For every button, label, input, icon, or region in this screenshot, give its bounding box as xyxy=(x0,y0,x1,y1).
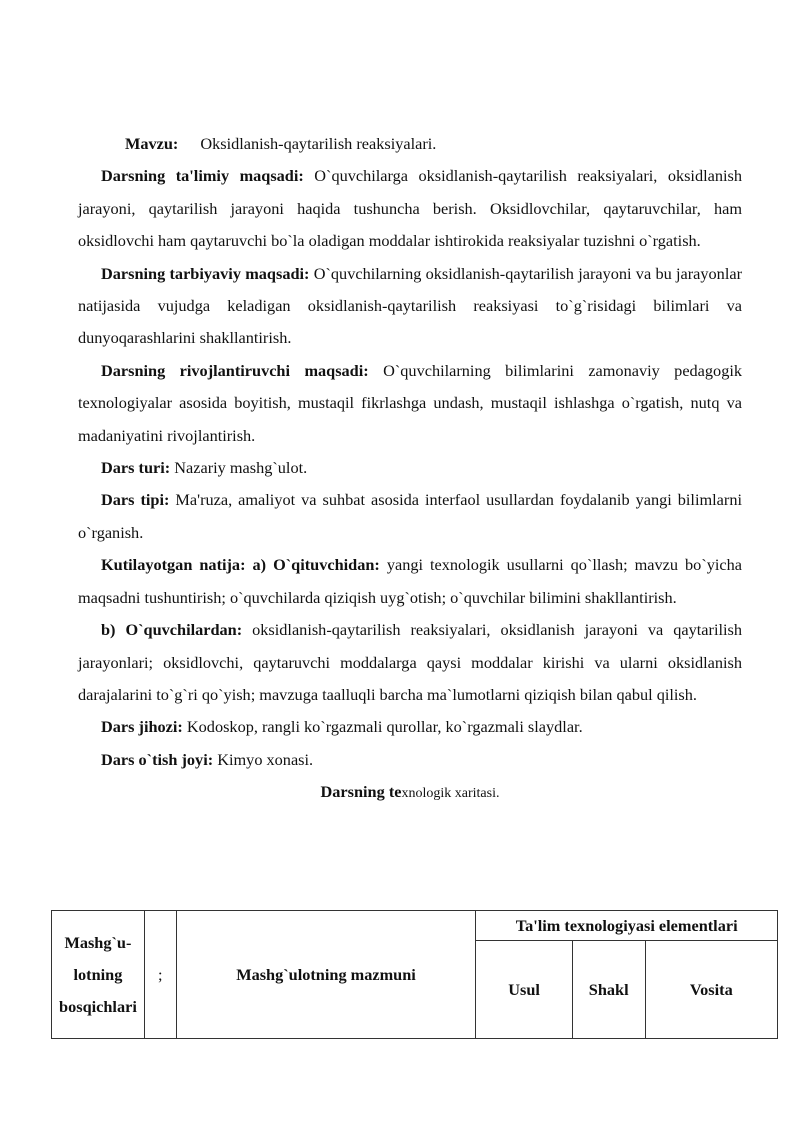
paragraph-text: oksidlanish-qaytarilish reaksiyalari, oksidlanish jarayoni va qaytarilish jarayonlari; oksidlovchi, qaytaruvchi moddalarga qaysi moddalar kirishi va ularni oksidlanish darajalarini to`g`ri qo`yish; mavzuga taalluqli barcha ma`lumotlarni qiziqish bilan qabul qilish. xyxy=(78,620,742,704)
technology-map-table xyxy=(51,910,778,1039)
paragraph-dars-otish-joyi xyxy=(78,744,742,776)
header-elements-group: Ta'lim texnologiyasi elementlari xyxy=(476,911,778,941)
paragraph-text: Nazariy mashg`ulot. xyxy=(170,458,308,478)
paragraph-text: O`quvchilarga oksidlanish-qaytarilish reaksiyalari, oksidlanish jarayoni, qaytarilish jarayoni haqida tushuncha berish. Oksidlovchilar, qaytaruvchilar, ham oksidlovchi ham qaytaruvchi bo`la oladigan moddalar ishtirokida reaksiyalar tuzishni o`rgatish. xyxy=(78,166,742,251)
header-number: ; xyxy=(144,911,176,1039)
paragraph-text: yangi texnologik usullarni qo`llash; mavzu bo`yicha maqsadni tushuntirish; o`quvchilarda qiziqish uyg`otish; o`quvchilar bilimini shakllantirish. xyxy=(78,555,743,607)
paragraph-label: Dars turi: xyxy=(101,458,171,478)
topic-line xyxy=(78,128,742,160)
paragraph-label: Dars tipi: xyxy=(101,490,170,510)
paragraph-tarbiyaviy-maqsad xyxy=(78,258,742,355)
paragraph-dars-tipi xyxy=(78,484,742,549)
paragraph-label: Dars jihozi: xyxy=(101,717,183,737)
paragraph-oquvchilardan xyxy=(78,614,742,711)
paragraph-label: Kutilayotgan natija: a) O`qituvchidan: xyxy=(101,555,380,575)
paragraph-label: b) O`quvchilardan: xyxy=(101,620,243,640)
header-stages: Mashg`u-lotning bosqichlari xyxy=(52,911,145,1039)
topic-label: Mavzu: xyxy=(125,134,179,153)
paragraph-text: O`quvchilarning bilimlarini zamonaviy pedagogik texnologiyalar asosida boyitish, mustaqil fikrlashga undash, mustaqil ishlashga o`rgatish, nutq va madaniyatini rivojlantirish. xyxy=(78,360,742,445)
paragraph-talimiy-maqsad xyxy=(78,160,742,257)
header-usul: Usul xyxy=(476,941,573,1039)
paragraph-dars-jihozi xyxy=(78,711,742,743)
table-caption xyxy=(78,776,742,810)
caption-bold: Darsning te xyxy=(320,782,402,802)
paragraph-label: Darsning rivojlantiruvchi maqsadi: xyxy=(101,360,369,380)
paragraph-label: Darsning ta'limiy maqsadi: xyxy=(101,166,304,186)
caption-rest: xnologik xaritasi. xyxy=(401,786,500,802)
document-body xyxy=(78,128,742,811)
header-shakl: Shakl xyxy=(572,941,645,1039)
header-vosita: Vosita xyxy=(645,941,777,1039)
paragraph-dars-turi xyxy=(78,452,742,484)
header-content: Mashg`ulotning mazmuni xyxy=(176,911,476,1039)
paragraph-text: Kimyo xonasi. xyxy=(213,749,314,769)
topic-text: Oksidlanish-qaytarilish reaksiyalari. xyxy=(200,134,437,153)
paragraph-text: Ma'ruza, amaliyot va suhbat asosida interfaol usullardan foydalanib yangi bilimlarni o`rganish. xyxy=(78,490,742,542)
paragraph-label: Dars o`tish joyi: xyxy=(101,749,214,769)
paragraph-rivojlantiruvchi-maqsad xyxy=(78,355,742,452)
paragraph-text: O`quvchilarning oksidlanish-qaytarilish jarayoni va bu jarayonlar natijasida vujudga keladigan oksidlanish-qaytarilish reaksiyasi to`g`risidagi bilimlari va dunyoqarashlarini shakllantirish. xyxy=(78,263,742,348)
paragraph-kutilayotgan-natija xyxy=(78,549,742,614)
paragraph-label: Darsning tarbiyaviy maqsadi: xyxy=(101,263,310,283)
paragraph-text: Kodoskop, rangli ko`rgazmali qurollar, ko`rgazmali slaydlar. xyxy=(182,717,583,737)
